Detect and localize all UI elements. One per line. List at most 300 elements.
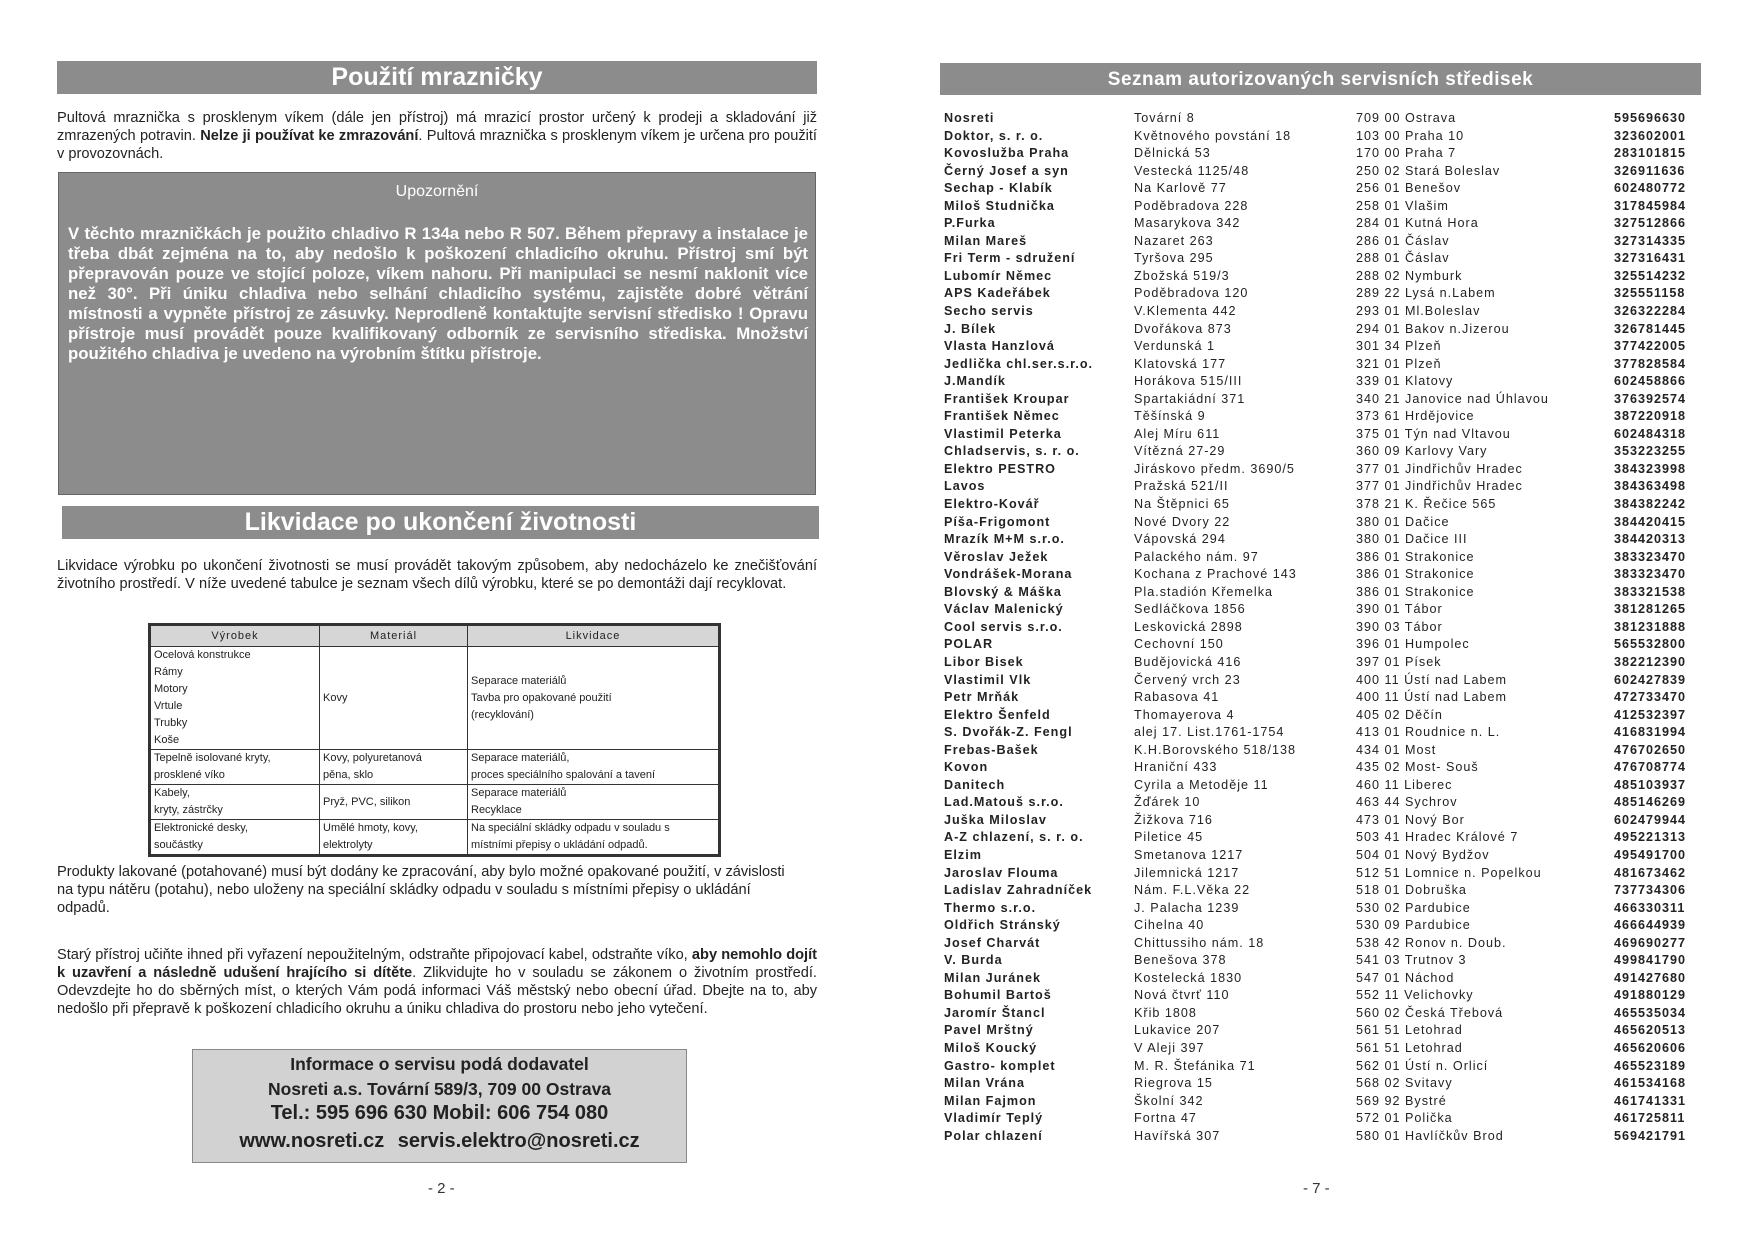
service-address: Žižkova 716 <box>1134 812 1213 827</box>
service-name: Polar chlazení <box>944 1128 1043 1143</box>
table-cell-material <box>320 647 468 750</box>
table-cell-disposal <box>468 785 720 820</box>
service-address: Na Karlově 77 <box>1134 181 1227 196</box>
service-address: Křib 1808 <box>1134 1005 1197 1020</box>
service-city: 572 01 Polička <box>1356 1111 1453 1126</box>
service-phone: 485103937 <box>1614 777 1687 792</box>
table-row <box>150 750 720 785</box>
service-name: František Kroupar <box>944 391 1070 406</box>
service-city: 294 01 Bakov n.Jizerou <box>1356 321 1510 336</box>
warning-title: Upozornění <box>395 183 479 200</box>
service-phone: 325551158 <box>1614 286 1686 301</box>
service-name: J.Mandík <box>944 374 1006 389</box>
right-page <box>877 0 1754 1240</box>
service-name: Frebas-Bašek <box>944 742 1039 757</box>
service-address: Spartakiádní 371 <box>1134 391 1246 406</box>
service-phone: 461741331 <box>1614 1093 1687 1108</box>
service-phone: 476708774 <box>1614 760 1687 775</box>
service-address: Kochana z Prachové 143 <box>1134 567 1297 582</box>
service-city: 460 11 Liberec <box>1356 777 1453 792</box>
service-address: Poděbradova 120 <box>1134 286 1249 301</box>
service-address: Nová čtvrť 110 <box>1134 988 1230 1003</box>
service-city: 377 01 Jindřichův Hradec <box>1356 479 1523 494</box>
service-address: Nám. F.L.Věka 22 <box>1134 883 1251 898</box>
service-phone: 326322284 <box>1614 304 1687 319</box>
service-city: 473 01 Nový Bor <box>1356 812 1465 827</box>
service-address: Vítězná 27-29 <box>1134 444 1226 459</box>
service-address: Leskovická 2898 <box>1134 619 1243 634</box>
service-phone: 384382242 <box>1614 497 1687 512</box>
service-city: 504 01 Nový Bydžov <box>1356 847 1490 862</box>
service-name: Danitech <box>944 777 1006 792</box>
service-name: Bohumil Bartoš <box>944 988 1052 1003</box>
service-phone: 476702650 <box>1614 742 1687 757</box>
cell-line: místními přepisy o ukládání odpadů. <box>471 839 648 851</box>
service-name: Gastro- komplet <box>944 1058 1056 1073</box>
service-address: Klatovská 177 <box>1134 356 1227 371</box>
service-name: Miloš Koucký <box>944 1040 1038 1055</box>
service-address: Sedláčkova 1856 <box>1134 602 1246 617</box>
usage-intro-text-1: Pultová mraznička s prosklenym víkem (dále jen přístroj) má mrazicí prostor určený k prodeji a skladování již zmrazených potravin. <box>57 110 817 144</box>
table-cell-material <box>320 750 468 785</box>
service-address: Nazaret 263 <box>1134 233 1214 248</box>
service-phone: 377828584 <box>1614 356 1687 371</box>
service-phone: 383321538 <box>1614 584 1687 599</box>
service-city: 321 01 Plzeň <box>1356 356 1442 371</box>
service-name: Elektro-Kovář <box>944 497 1040 512</box>
service-address: Žďárek 10 <box>1134 795 1201 810</box>
service-name: Kovoslužba Praha <box>944 146 1070 161</box>
service-name: Nosreti <box>944 111 995 125</box>
service-address: Smetanova 1217 <box>1134 847 1244 862</box>
service-name: Píša-Frigomont <box>944 514 1051 529</box>
page-number-right: - 7 - <box>1303 1180 1330 1197</box>
service-phone: 323602001 <box>1614 128 1687 143</box>
service-city: 250 02 Stará Boleslav <box>1356 163 1501 178</box>
table-cell-product <box>150 785 320 820</box>
service-name: Josef Charvát <box>944 935 1041 950</box>
service-address: V.Klementa 442 <box>1134 304 1237 319</box>
old-device-text-1: Starý přístroj učiňte ihned při vyřazení nepoužitelným, odstraňte připojovací kabel, odstraňte víko, <box>57 947 692 963</box>
service-phone: 469690277 <box>1614 935 1687 950</box>
service-city: 396 01 Humpolec <box>1356 637 1470 652</box>
service-name: Libor Bisek <box>944 654 1024 669</box>
service-name: Kovon <box>944 760 989 775</box>
service-city: 413 01 Roudnice n. L. <box>1356 725 1501 740</box>
service-address: Na Štěpnici 65 <box>1134 497 1230 512</box>
service-name: Miloš Studnička <box>944 198 1055 213</box>
service-phone: 465620606 <box>1614 1040 1687 1055</box>
service-phone: 602480772 <box>1614 181 1687 196</box>
service-phone: 595696630 <box>1614 111 1687 125</box>
service-city: 538 42 Ronov n. Doub. <box>1356 935 1507 950</box>
usage-intro-text-2: . Pultová mraznička s prosklenym víkem je určena pro použití v provozovnách. <box>57 128 817 162</box>
service-city: 286 01 Čáslav <box>1356 233 1450 248</box>
table-cell-material <box>320 785 468 820</box>
service-name: Elektro PESTRO <box>944 461 1056 476</box>
service-name: Milan Mareš <box>944 233 1028 248</box>
service-city: 380 01 Dačice <box>1356 514 1450 529</box>
service-name: Jaromír Štancl <box>944 1005 1046 1020</box>
service-city: 397 01 Písek <box>1356 654 1442 669</box>
service-city: 434 01 Most <box>1356 742 1437 757</box>
service-city: 561 51 Letohrad <box>1356 1023 1463 1038</box>
service-phone: 382212390 <box>1614 654 1687 669</box>
info-email-link[interactable]: servis.elektro@nosreti.cz <box>397 1130 640 1152</box>
service-phone: 472733470 <box>1614 690 1687 705</box>
painted-products-text: Produkty lakované (potahované) musí být dodány ke zpracování, aby bylo možné opakované použití, v závislosti na typu nátěru (potahu), nebo uloženy na speciální skládky odpadu v souladu s místními přepisy o ukládání odpadů. <box>57 864 785 916</box>
cell-line: Kovy, polyuretanová <box>323 752 422 764</box>
service-name: Mrazík M+M s.r.o. <box>944 532 1065 547</box>
service-phone: 569421791 <box>1614 1128 1687 1143</box>
service-address: Květnového povstání 18 <box>1134 128 1292 143</box>
service-city: 463 44 Sychrov <box>1356 795 1458 810</box>
service-name: Vlastimil Peterka <box>944 426 1062 441</box>
service-phone: 377422005 <box>1614 339 1687 354</box>
service-phone: 602484318 <box>1614 426 1687 441</box>
info-line-contact <box>193 1130 686 1153</box>
cell-line: Motory <box>154 683 188 695</box>
service-city: 512 51 Lomnice n. Popelkou <box>1356 865 1542 880</box>
service-phone: 466330311 <box>1614 900 1686 915</box>
warning-box <box>58 172 816 495</box>
service-city: 284 01 Kutná Hora <box>1356 216 1479 231</box>
service-name: Milan Vrána <box>944 1076 1025 1091</box>
service-address: Dělnická 53 <box>1134 146 1211 161</box>
service-city: 375 01 Týn nad Vltavou <box>1356 426 1511 441</box>
service-phone: 384420415 <box>1614 514 1687 529</box>
service-name: Oldřich Stránský <box>944 918 1061 933</box>
service-address: Nové Dvory 22 <box>1134 514 1231 529</box>
service-name: APS Kadeřábek <box>944 286 1051 301</box>
service-city: 288 01 Čáslav <box>1356 251 1450 266</box>
cell-line: Umělé hmoty, kovy, <box>323 822 418 834</box>
service-phone: 602458866 <box>1614 374 1687 389</box>
service-city: 378 21 K. Řečice 565 <box>1356 497 1497 512</box>
service-phone: 384323998 <box>1614 461 1687 476</box>
service-city: 709 00 Ostrava <box>1356 111 1457 125</box>
service-name: Ladislav Zahradníček <box>944 883 1093 898</box>
service-name: P.Furka <box>944 216 996 231</box>
service-name: Pavel Mrštný <box>944 1023 1034 1038</box>
service-city: 103 00 Praha 10 <box>1356 128 1465 143</box>
service-city: 340 21 Janovice nad Úhlavou <box>1356 391 1549 406</box>
service-address: Chittussiho nám. 18 <box>1134 935 1265 950</box>
service-address: Cechovní 150 <box>1134 637 1224 652</box>
service-address: Thomayerova 4 <box>1134 707 1235 722</box>
service-name: Fri Term - sdružení <box>944 251 1076 266</box>
cell-line: Rámy <box>154 666 183 678</box>
service-list-heading: Seznam autorizovaných servisních středisek <box>940 63 1701 95</box>
old-device-text <box>57 946 817 1018</box>
service-phone: 602427839 <box>1614 672 1687 687</box>
service-phone: 317845984 <box>1614 198 1687 213</box>
service-phone: 565532800 <box>1614 637 1687 652</box>
service-city: 360 09 Karlovy Vary <box>1356 444 1488 459</box>
service-city: 568 02 Svitavy <box>1356 1076 1453 1091</box>
service-city: 377 01 Jindřichův Hradec <box>1356 461 1523 476</box>
service-address: J. Palacha 1239 <box>1134 900 1240 915</box>
cell-line: Separace materiálů <box>471 787 567 799</box>
service-address: Pražská 521/II <box>1134 479 1229 494</box>
cell-line: proces speciálního spalování a tavení <box>471 769 656 781</box>
service-phone: 326781445 <box>1614 321 1687 336</box>
service-address: Palackého nám. 97 <box>1134 549 1259 564</box>
service-phone: 384420313 <box>1614 532 1687 547</box>
service-name: Černý Josef a syn <box>944 163 1069 178</box>
service-address: Riegrova 15 <box>1134 1076 1213 1091</box>
info-web-link[interactable]: www.nosreti.cz <box>239 1130 385 1152</box>
old-device-bold: aby nemohlo dojít k uzavření a následně udušení hrajícího si dítěte <box>57 947 818 981</box>
service-address: Budějovická 416 <box>1134 654 1242 669</box>
service-address: Cihelna 40 <box>1134 918 1205 933</box>
service-phone: 499841790 <box>1614 953 1687 968</box>
cell-line: Elektronické desky, <box>154 822 248 834</box>
service-phone: 485146269 <box>1614 795 1687 810</box>
service-phone: 412532397 <box>1614 707 1687 722</box>
service-address: Těšínská 9 <box>1134 409 1206 424</box>
service-address: M. R. Štefánika 71 <box>1134 1058 1256 1073</box>
disposal-table <box>148 623 721 857</box>
service-city: 569 92 Bystré <box>1356 1093 1447 1108</box>
service-city: 373 61 Hrdějovice <box>1356 409 1475 424</box>
service-city: 386 01 Strakonice <box>1356 549 1475 564</box>
service-name: Blovský & Máška <box>944 584 1062 599</box>
cell-line: (recyklování) <box>471 708 534 721</box>
cell-line: Separace materiálů, <box>471 752 570 764</box>
cell-line: prosklené víko <box>154 769 225 781</box>
table-header-product: Výrobek <box>150 625 320 647</box>
service-address: Fortna 47 <box>1134 1111 1197 1126</box>
cell-line: Kovy <box>323 691 348 704</box>
service-name: František Němec <box>944 409 1060 424</box>
service-phone: 381281265 <box>1614 602 1687 617</box>
table-cell-disposal <box>468 820 720 856</box>
service-phone: 381231888 <box>1614 619 1687 634</box>
service-address: Tyršova 295 <box>1134 251 1214 266</box>
service-name: Vlastimil Vlk <box>944 672 1032 687</box>
service-phone: 327512866 <box>1614 216 1687 231</box>
service-name: Juška Miloslav <box>944 812 1047 827</box>
service-address: Havířská 307 <box>1134 1128 1221 1143</box>
service-city: 390 03 Tábor <box>1356 619 1443 634</box>
usage-intro-bold: Nelze ji používat ke zmrazování <box>200 128 419 144</box>
service-name: Jedlička chl.ser.s.r.o. <box>944 356 1094 371</box>
service-phone: 376392574 <box>1614 391 1687 406</box>
service-city: 380 01 Dačice III <box>1356 532 1468 547</box>
service-phone: 491427680 <box>1614 970 1687 985</box>
service-address: Lukavice 207 <box>1134 1023 1221 1038</box>
table-cell-product <box>150 750 320 785</box>
service-phone: 737734306 <box>1614 883 1687 898</box>
cell-line: Tavba pro opakované použití <box>471 691 612 704</box>
service-phone: 326911636 <box>1614 163 1686 178</box>
service-phone: 327314335 <box>1614 233 1687 248</box>
service-name: Petr Mrňák <box>944 690 1020 705</box>
service-phone: 327316431 <box>1614 251 1687 266</box>
table-cell-product <box>150 820 320 856</box>
table-header-disposal: Likvidace <box>468 625 720 647</box>
service-address: Masarykova 342 <box>1134 216 1241 231</box>
service-name: Lad.Matouš s.r.o. <box>944 795 1064 810</box>
service-city: 518 01 Dobruška <box>1356 883 1467 898</box>
service-phone: 465523189 <box>1614 1058 1687 1073</box>
service-phone: 283101815 <box>1614 146 1687 161</box>
service-address: Jilemnická 1217 <box>1134 865 1240 880</box>
service-phone: 387220918 <box>1614 409 1687 424</box>
service-city: 258 01 Vlašim <box>1356 198 1449 213</box>
service-city: 562 01 Ústí n. Orlicí <box>1356 1058 1489 1073</box>
service-city: 530 09 Pardubice <box>1356 918 1471 933</box>
service-city: 400 11 Ústí nad Labem <box>1356 690 1507 705</box>
cell-line: Tepelně isolované kryty, <box>154 752 271 764</box>
table-cell-material <box>320 820 468 856</box>
service-name: Thermo s.r.o. <box>944 900 1037 915</box>
service-city: 256 01 Benešov <box>1356 181 1462 196</box>
service-city: 293 01 Ml.Boleslav <box>1356 304 1481 319</box>
service-phone: 353223255 <box>1614 444 1687 459</box>
service-address: Kostelecká 1830 <box>1134 970 1243 985</box>
service-phone: 602479944 <box>1614 812 1687 827</box>
cell-line: Na speciální skládky odpadu v souladu s <box>471 822 670 834</box>
service-name: Milan Fajmon <box>944 1093 1037 1108</box>
service-phone: 491880129 <box>1614 988 1687 1003</box>
service-address: Červený vrch 23 <box>1134 672 1241 687</box>
service-name: V. Burda <box>944 953 1003 968</box>
service-city: 339 01 Klatovy <box>1356 374 1454 389</box>
service-city: 405 02 Děčín <box>1356 707 1443 722</box>
service-phone: 383323470 <box>1614 567 1687 582</box>
service-name: Lubomír Němec <box>944 268 1053 283</box>
service-city: 552 11 Velichovky <box>1356 988 1474 1003</box>
service-phone: 384363498 <box>1614 479 1687 494</box>
cell-line: Pryž, PVC, silikon <box>323 795 411 808</box>
service-phone: 466644939 <box>1614 918 1687 933</box>
service-city: 580 01 Havlíčkův Brod <box>1356 1128 1504 1143</box>
service-city: 530 02 Pardubice <box>1356 900 1471 915</box>
service-city: 170 00 Praha 7 <box>1356 146 1457 161</box>
service-city: 386 01 Strakonice <box>1356 584 1475 599</box>
service-name: Věroslav Ježek <box>944 549 1049 564</box>
service-address: Pla.stadión Křemelka <box>1134 584 1274 599</box>
cell-line: Separace materiálů <box>471 674 567 687</box>
service-address: Poděbradova 228 <box>1134 198 1249 213</box>
cell-line: pěna, sklo <box>323 769 374 781</box>
info-line-supplier: Informace o servisu podá dodavatel <box>290 1054 589 1074</box>
service-city: 400 11 Ústí nad Labem <box>1356 672 1507 687</box>
disposal-intro: Likvidace výrobku po ukončení životnosti se musí provádět takovým způsobem, aby nedocházelo ke znečišťování životního prostředí. V níže uvedené tabulce je seznam všech dílů výrobku, které se po demontáži dají recyklovat. <box>57 558 817 592</box>
service-city: 547 01 Náchod <box>1356 970 1455 985</box>
cell-line: Recyklace <box>471 804 522 816</box>
service-name: Vladimír Teplý <box>944 1111 1044 1126</box>
service-address: Dvořákova 873 <box>1134 321 1232 336</box>
service-info-box <box>192 1049 687 1163</box>
service-address: Rabasova 41 <box>1134 690 1220 705</box>
cell-line: Ocelová konstrukce <box>154 649 251 661</box>
service-address: Piletice 45 <box>1134 830 1204 845</box>
service-name: A-Z chlazení, s. r. o. <box>944 830 1084 845</box>
cell-line: Trubky <box>154 717 188 729</box>
service-city: 386 01 Strakonice <box>1356 567 1475 582</box>
service-address: K.H.Borovského 518/138 <box>1134 742 1297 757</box>
service-name: Sechap - Klabík <box>944 181 1053 196</box>
old-device-text-2: . Zlikvidujte ho v souladu se zákonem o životním prostředí. Odevzdejte ho do sběrných míst, o kterých Vám podá informaci Váš městský nebo obecní úřad. Dbejte na to, aby nedošlo při přepravě k poškození chladicího okruhu a úniku chladiva do prostoru nebo jeho vytečení. <box>57 965 817 1017</box>
service-city: 503 41 Hradec Králové 7 <box>1356 830 1519 845</box>
warning-body: V těchto mrazničkách je použito chladivo R 134a nebo R 507. Během přepravy a instalace je třeba dbát zejména na to, aby nedošlo k poškození chladicího okruhu. Přístroj smí být přepravován pouze ve stojící poloze, víkem nahoru. Při manipulaci se nesmí naklonit více než 30°. Při úniku chladiva nebo selhání chladicího systému, zajistěte dobré větrání místnosti a vypněte přístroj ze zásuvky. Neprodleně kontaktujte servisní středisko ! Opravu přístroje musí provádět pouze kvalifikovaný odborník ze servisního střediska. Množství použitého chladiva je uvedeno na výrobním štítku přístroje. <box>68 224 808 363</box>
service-city: 541 03 Trutnov 3 <box>1356 953 1467 968</box>
disposal-heading: Likvidace po ukončení životnosti <box>62 506 819 539</box>
service-address: Jiráskovo předm. 3690/5 <box>1134 461 1295 476</box>
service-phone: 383323470 <box>1614 549 1687 564</box>
service-name: J. Bílek <box>944 321 997 336</box>
service-name: Elektro Šenfeld <box>944 707 1051 722</box>
table-cell-product <box>150 647 320 750</box>
service-address: Vestecká 1125/48 <box>1134 163 1250 178</box>
table-header-row <box>150 625 720 647</box>
service-phone: 416831994 <box>1614 725 1687 740</box>
table-cell-disposal <box>468 750 720 785</box>
cell-line: Vrtule <box>154 700 183 712</box>
service-city: 289 22 Lysá n.Labem <box>1356 286 1496 301</box>
service-phone: 325514232 <box>1614 268 1687 283</box>
cell-line: elektrolyty <box>323 839 373 851</box>
service-name: Cool servis s.r.o. <box>944 619 1063 634</box>
service-city: 288 02 Nymburk <box>1356 268 1463 283</box>
service-name: Václav Malenický <box>944 602 1064 617</box>
service-phone: 461534168 <box>1614 1076 1687 1091</box>
service-name: Jaroslav Flouma <box>944 865 1059 880</box>
service-phone: 495221313 <box>1614 830 1687 845</box>
cell-line: Kabely, <box>154 787 190 799</box>
service-name: POLAR <box>944 637 994 652</box>
table-row <box>150 785 720 820</box>
service-address: Hraniční 433 <box>1134 760 1218 775</box>
service-city: 301 34 Plzeň <box>1356 339 1442 354</box>
service-address: Verdunská 1 <box>1134 339 1216 354</box>
service-phone: 461725811 <box>1614 1111 1686 1126</box>
service-address: Tovární 8 <box>1134 111 1195 125</box>
service-phone: 465535034 <box>1614 1005 1687 1020</box>
service-phone: 465620513 <box>1614 1023 1687 1038</box>
service-address: Alej Míru 611 <box>1134 426 1221 441</box>
service-name: Vondrášek-Morana <box>944 567 1073 582</box>
service-address: Cyrila a Metoděje 11 <box>1134 777 1269 792</box>
service-name: Elzim <box>944 847 982 862</box>
table-row <box>150 820 720 856</box>
cell-line: kryty, zástrčky <box>154 804 223 816</box>
service-address: Vápovská 294 <box>1134 532 1226 547</box>
cell-line: součástky <box>154 839 203 851</box>
table-header-material: Materiál <box>320 625 468 647</box>
service-address: Horákova 515/III <box>1134 374 1243 389</box>
info-line-address: Nosreti a.s. Tovární 589/3, 709 00 Ostrava <box>267 1079 612 1099</box>
service-phone: 495491700 <box>1614 847 1687 862</box>
service-name: Doktor, s. r. o. <box>944 128 1044 143</box>
service-name: S. Dvořák-Z. Fengl <box>944 725 1073 740</box>
service-name: Secho servis <box>944 304 1034 319</box>
service-address: Benešova 378 <box>1134 953 1227 968</box>
page-number-left: - 2 - <box>428 1180 455 1197</box>
info-line-phone: Tel.: 595 696 630 Mobil: 606 754 080 <box>270 1102 609 1124</box>
service-address: Zbožská 519/3 <box>1134 268 1230 283</box>
service-city: 435 02 Most- Souš <box>1356 760 1479 775</box>
table-cell-disposal <box>468 647 720 750</box>
usage-heading: Použití mrazničky <box>57 61 817 94</box>
cell-line: Koše <box>154 734 180 746</box>
service-phone: 481673462 <box>1614 865 1687 880</box>
service-name: Milan Juránek <box>944 970 1041 985</box>
service-address: alej 17. List.1761-1754 <box>1134 725 1285 740</box>
